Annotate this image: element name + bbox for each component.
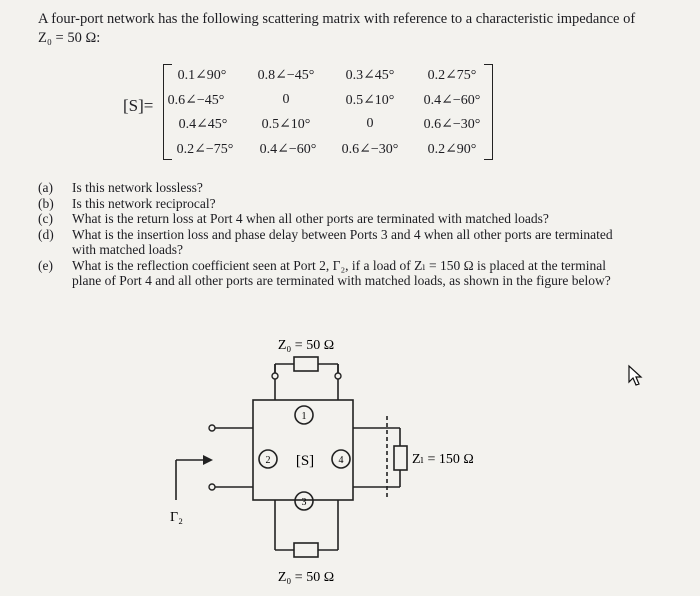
- question-label: (e): [38, 257, 53, 273]
- matrix-cell: 0.1∠90°: [177, 68, 227, 83]
- question-label: (c): [38, 211, 53, 226]
- right-load-circuit: [353, 428, 407, 487]
- terminal-node: [335, 373, 341, 379]
- terminal-node: [209, 484, 215, 490]
- matrix-cell: 0.8∠−45°: [257, 68, 315, 83]
- port-1-number: 1: [301, 411, 307, 422]
- matrix-cell: 0.6∠−45°: [167, 93, 225, 108]
- question-text: Is this network reciprocal?: [72, 195, 216, 211]
- matrix-cell: 0.2∠75°: [427, 68, 477, 83]
- matrix-cell: 0.5∠10°: [261, 117, 311, 132]
- matrix-label: [S]=: [123, 96, 154, 115]
- question-label: (d): [38, 226, 54, 242]
- question-label: (b): [38, 195, 54, 211]
- question-text: Is this network lossless?: [72, 180, 203, 195]
- gamma-arrow-icon: [203, 455, 213, 465]
- port-4-number: 4: [338, 455, 344, 466]
- network-label: [S]: [295, 453, 315, 469]
- terminal-node: [272, 373, 278, 379]
- question-text: What is the reflection coefficient seen at Port 2, Γ₂, if a load of Zₗ = 150 Ω is placed at the terminal plane of Port 4 and all other ports are terminated with matched loads, as shown in the figure below?: [72, 257, 611, 288]
- matrix-cell: 0.4∠−60°: [423, 93, 481, 108]
- matrix-cell: 0.4∠45°: [178, 117, 228, 132]
- gamma-label: Γ₂: [170, 510, 183, 525]
- matrix-cell: 0.3∠45°: [345, 68, 395, 83]
- bottom-load-label: Z₀ = 50 Ω: [277, 570, 335, 585]
- matrix-cell: 0: [366, 116, 374, 131]
- question-text: What is the return loss at Port 4 when all other ports are terminated with matched loads?: [72, 211, 549, 226]
- question-label: (a): [38, 180, 53, 195]
- problem-intro: A four-port network has the following scattering matrix with reference to a characteristic impedance of Z₀ = 50 Ω:: [38, 11, 636, 46]
- port-2-number: 2: [265, 455, 271, 466]
- top-load-label: Z₀ = 50 Ω: [277, 338, 335, 353]
- matrix-cell: 0.6∠−30°: [423, 117, 481, 132]
- bottom-load-circuit: [275, 500, 338, 557]
- port-2-leads: [212, 428, 253, 487]
- matrix-cell: 0.5∠10°: [345, 93, 395, 108]
- matrix-cell: 0: [282, 92, 290, 107]
- terminal-node: [209, 425, 215, 431]
- port-3-number: 3: [301, 497, 307, 508]
- right-load-label: Zₗ = 150 Ω: [412, 452, 474, 467]
- matrix-cell: 0.2∠−75°: [176, 142, 234, 157]
- question-text: What is the insertion loss and phase delay between Ports 3 and 4 when all other ports are terminated with matched loads?: [72, 226, 613, 257]
- matrix-cell: 0.2∠90°: [427, 142, 477, 157]
- mouse-cursor-icon: [629, 366, 641, 385]
- gamma-reference: [176, 460, 203, 500]
- matrix-cell: 0.4∠−60°: [259, 142, 317, 157]
- top-load-circuit: [275, 357, 338, 400]
- matrix-cell: 0.6∠−30°: [341, 142, 399, 157]
